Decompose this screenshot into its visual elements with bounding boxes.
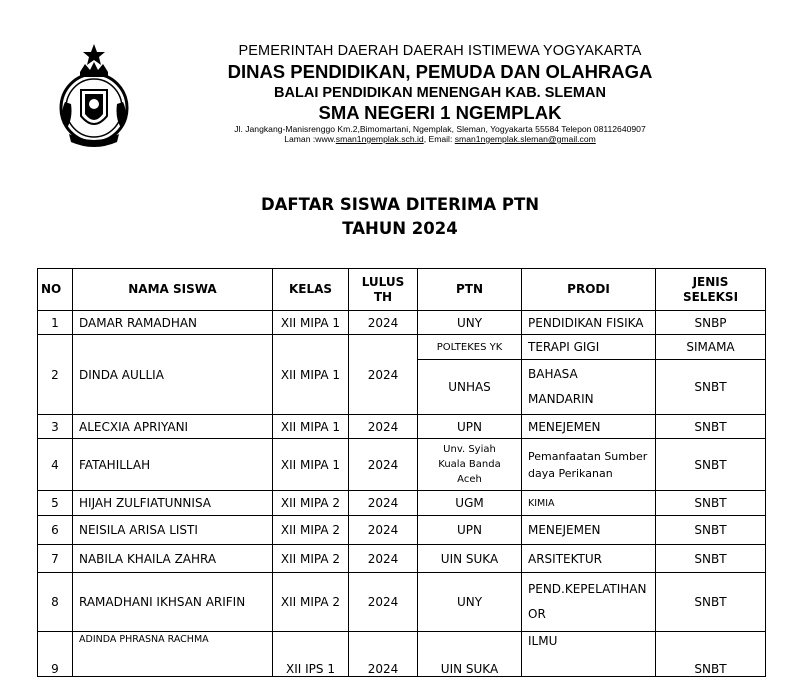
cell-lulus: 2024 xyxy=(349,632,418,677)
cell-kelas: XII MIPA 1 xyxy=(273,311,349,335)
table-row xyxy=(38,632,766,677)
cell-jenis: SNBT xyxy=(656,415,766,439)
cell-prodi: MENEJEMEN xyxy=(522,516,656,545)
cell-kelas: XII MIPA 2 xyxy=(273,573,349,632)
header-prodi: PRODI xyxy=(522,269,656,311)
web-prefix: Laman :www. xyxy=(284,134,336,144)
prodi-line1: BAHASA xyxy=(528,367,578,381)
cell-nama: DAMAR RAMADHAN xyxy=(73,311,273,335)
school-name: SMA NEGERI 1 NGEMPLAK xyxy=(318,102,562,123)
cell-ptn: UIN SUKA xyxy=(418,632,522,677)
cell-no: 1 xyxy=(38,311,73,335)
cell-ptn xyxy=(418,439,522,491)
header-lulus xyxy=(349,269,418,311)
cell-ptn: UNHAS xyxy=(418,360,522,415)
cell-jenis: SNBT xyxy=(656,573,766,632)
cell-jenis: SNBT xyxy=(656,360,766,415)
cell-prodi xyxy=(522,573,656,632)
cell-kelas: XII MIPA 2 xyxy=(273,491,349,516)
cell-nama: NABILA KHAILA ZAHRA xyxy=(73,545,273,573)
cell-no: 4 xyxy=(38,439,73,491)
cell-ptn: UGM xyxy=(418,491,522,516)
cell-jenis: SIMAMA xyxy=(656,335,766,360)
cell-lulus: 2024 xyxy=(349,415,418,439)
cell-kelas: XII MIPA 1 xyxy=(273,415,349,439)
header-kelas: KELAS xyxy=(273,269,349,311)
cell-ptn: UIN SUKA xyxy=(418,545,522,573)
cell-kelas: XII MIPA 2 xyxy=(273,545,349,573)
letterhead-text xyxy=(160,42,720,144)
office-name: BALAI PENDIDIKAN MENENGAH KAB. SLEMAN xyxy=(274,85,606,101)
table-row xyxy=(38,415,766,439)
prodi-line2: OR xyxy=(528,607,546,621)
cell-jenis: SNBT xyxy=(656,632,766,677)
cell-ptn: UPN xyxy=(418,516,522,545)
cell-lulus: 2024 xyxy=(349,335,418,415)
cell-prodi: MENEJEMEN xyxy=(522,415,656,439)
cell-jenis: SNBT xyxy=(656,439,766,491)
ptn-line2: Kuala Banda xyxy=(438,459,501,470)
cell-no: 8 xyxy=(38,573,73,632)
header-nama: NAMA SISWA xyxy=(73,269,273,311)
cell-prodi: PENDIDIKAN FISIKA xyxy=(522,311,656,335)
title-line: DAFTAR SISWA DITERIMA PTN xyxy=(260,195,540,214)
header-lulus-line1: LULUS xyxy=(361,274,405,289)
header-jenis xyxy=(656,269,766,311)
cell-nama: ALECXIA APRIYANI xyxy=(73,415,273,439)
prodi-line2: MANDARIN xyxy=(528,392,594,406)
header-ptn: PTN xyxy=(418,269,522,311)
table-row xyxy=(38,545,766,573)
table-row xyxy=(38,335,766,360)
ptn-line1: Unv. Syiah xyxy=(443,444,496,455)
table-header-row xyxy=(38,269,766,311)
cell-jenis: SNBT xyxy=(656,491,766,516)
cell-kelas: XII MIPA 1 xyxy=(273,335,349,415)
government-name: PEMERINTAH DAERAH DAERAH ISTIMEWA YOGYAKARTA xyxy=(238,43,642,59)
header-jenis-line1: JENIS xyxy=(692,274,729,289)
letterhead xyxy=(0,0,800,170)
cell-nama: HIJAH ZULFIATUNNISA xyxy=(73,491,273,516)
cell-nama: ADINDA PHRASNA RACHMA xyxy=(73,632,273,677)
cell-prodi: KIMIA xyxy=(522,491,656,516)
school-address: Jl. Jangkang-Manisrenggo Km.2,Bimomartani, Ngemplak, Sleman, Yogyakarta 55584 Telepon 08112640907 xyxy=(234,124,646,134)
prodi-line1: Pemanfaatan Sumber xyxy=(528,449,648,463)
ptn-line3: Aceh xyxy=(457,474,482,485)
students-table xyxy=(37,268,766,677)
cell-no: 6 xyxy=(38,516,73,545)
school-contact xyxy=(160,134,720,144)
cell-jenis: SNBT xyxy=(656,545,766,573)
department-name: DINAS PENDIDIKAN, PEMUDA DAN OLAHRAGA xyxy=(227,61,653,82)
cell-nama: NEISILA ARISA LISTI xyxy=(73,516,273,545)
table-row xyxy=(38,573,766,632)
prodi-line2: daya Perikanan xyxy=(528,466,613,480)
cell-ptn: POLTEKES YK xyxy=(418,335,522,360)
yogyakarta-crest-icon xyxy=(55,42,133,152)
cell-lulus: 2024 xyxy=(349,439,418,491)
email-prefix: , Email: xyxy=(423,134,455,144)
cell-no: 9 xyxy=(38,632,73,677)
cell-no: 7 xyxy=(38,545,73,573)
cell-ptn: UNY xyxy=(418,311,522,335)
cell-no: 5 xyxy=(38,491,73,516)
cell-ptn: UPN xyxy=(418,415,522,439)
website-link[interactable]: sman1ngemplak.sch.id xyxy=(335,134,424,144)
table-row xyxy=(38,491,766,516)
table-row xyxy=(38,439,766,491)
cell-ptn: UNY xyxy=(418,573,522,632)
cell-lulus: 2024 xyxy=(349,516,418,545)
prodi-line1: PEND.KEPELATIHAN xyxy=(528,582,647,596)
cell-prodi xyxy=(522,439,656,491)
cell-lulus: 2024 xyxy=(349,491,418,516)
subtitle-line: TAHUN 2024 xyxy=(342,219,458,238)
cell-nama: FATAHILLAH xyxy=(73,439,273,491)
cell-prodi: ARSITEKTUR xyxy=(522,545,656,573)
table-row xyxy=(38,516,766,545)
header-jenis-line2: SELEKSI xyxy=(682,289,739,304)
header-no: NO xyxy=(38,269,73,311)
cell-lulus: 2024 xyxy=(349,545,418,573)
cell-no: 3 xyxy=(38,415,73,439)
cell-prodi: ILMU xyxy=(522,632,656,677)
document-title xyxy=(0,193,800,241)
cell-jenis: SNBP xyxy=(656,311,766,335)
cell-nama: DINDA AULLIA xyxy=(73,335,273,415)
cell-kelas: XII MIPA 2 xyxy=(273,516,349,545)
cell-kelas: XII MIPA 1 xyxy=(273,439,349,491)
cell-prodi xyxy=(522,360,656,415)
cell-lulus: 2024 xyxy=(349,311,418,335)
cell-jenis: SNBT xyxy=(656,516,766,545)
cell-no: 2 xyxy=(38,335,73,415)
email-link[interactable]: sman1ngemplak.sleman@gmail.com xyxy=(454,134,596,144)
header-lulus-line2: TH xyxy=(373,289,393,304)
cell-lulus: 2024 xyxy=(349,573,418,632)
cell-kelas: XII IPS 1 xyxy=(273,632,349,677)
cell-prodi: TERAPI GIGI xyxy=(522,335,656,360)
table-row xyxy=(38,311,766,335)
cell-nama: RAMADHANI IKHSAN ARIFIN xyxy=(73,573,273,632)
